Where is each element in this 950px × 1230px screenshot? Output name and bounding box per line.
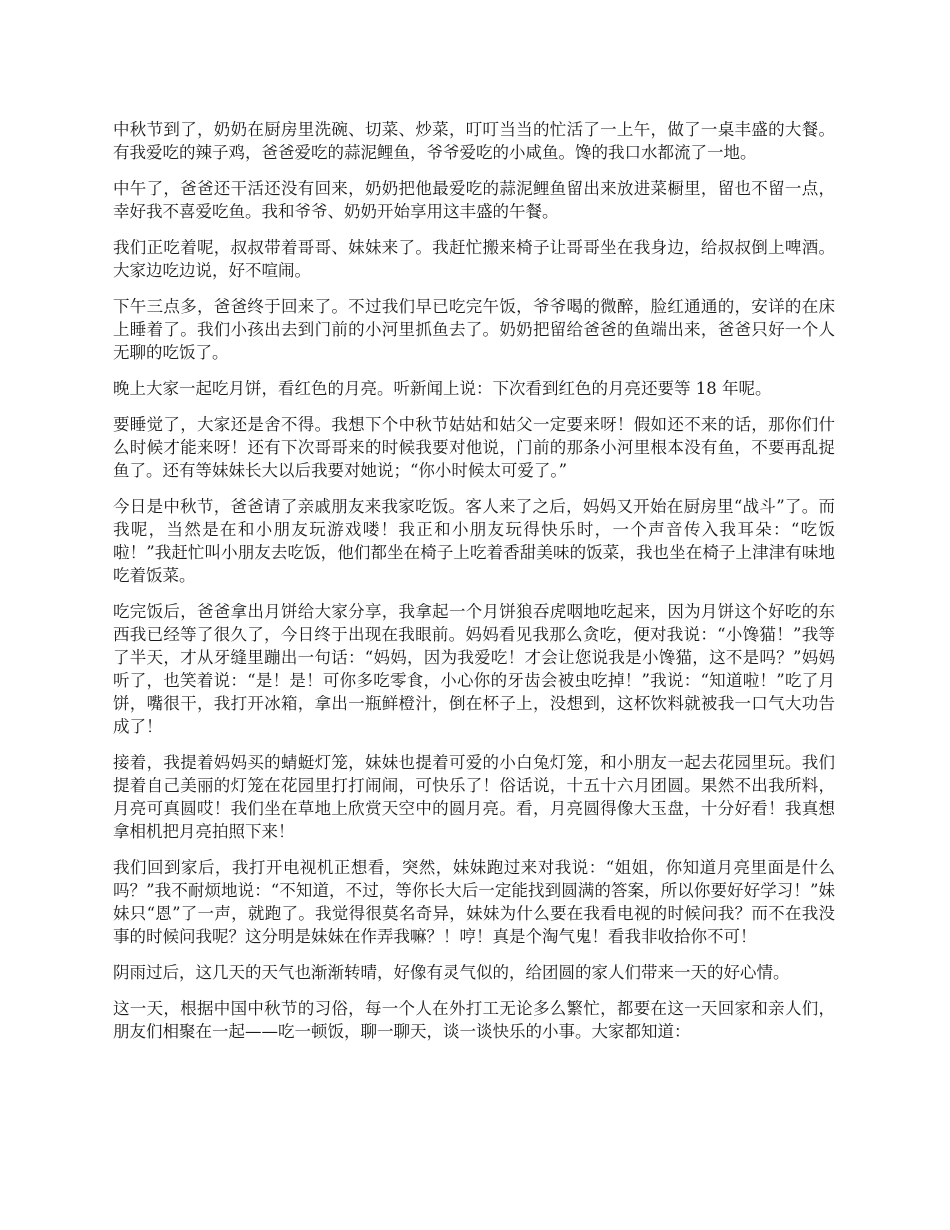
paragraph-7: 今日是中秋节，爸爸请了亲戚朋友来我家吃饭。客人来了之后，妈妈又开始在厨房里“战斗”了。而我呢，当然是在和小朋友玩游戏喽！我正和小朋友玩得快乐时，一个声音传入我耳朵：“吃饭啦！”我赶忙叫小朋友去吃饭，他们都坐在椅子上吃着香甜美味的饭菜，我也坐在椅子上津津有味地吃着饭菜。 — [113, 497, 835, 585]
paragraph-10: 我们回到家后，我打开电视机正想看，突然，妹妹跑过来对我说：“姐姐，你知道月亮里面是什么吗？”我不耐烦地说：“不知道，不过，等你长大后一定能找到圆满的答案，所以你要好好学习！”妹妹只“恩”了一声，就跑了。我觉得很莫名奇异，妹妹为什么要在我看电视的时候问我？而不在我没事的时候问我呢？这分明是妹妹在作弄我嘛？！哼！真是个淘气鬼！看我非收拾你不可！ — [113, 858, 835, 946]
paragraph-9: 接着，我提着妈妈买的蜻蜓灯笼，妹妹也提着可爱的小白兔灯笼，和小朋友一起去花园里玩。我们提着自己美丽的灯笼在花园里打打闹闹，可快乐了！俗话说，十五十六月团圆。果然不出我所料，月亮可真圆哎！我们坐在草地上欣赏天空中的圆月亮。看，月亮圆得像大玉盘，十分好看！我真想拿相机把月亮拍照下来！ — [113, 753, 835, 841]
paragraph-5: 晚上大家一起吃月饼，看红色的月亮。听新闻上说：下次看到红色的月亮还要等 18 年呢。 — [113, 379, 772, 398]
document-body — [113, 118, 835, 1056]
paragraph-3: 我们正吃着呢，叔叔带着哥哥、妹妹来了。我赶忙搬来椅子让哥哥坐在我身边，给叔叔倒上啤酒。大家边吃边说，好不喧闹。 — [113, 238, 835, 280]
paragraph-11: 阴雨过后，这几天的天气也渐渐转晴，好像有灵气似的，给团圆的家人们带来一天的好心情。 — [113, 963, 790, 982]
paragraph-12: 这一天，根据中国中秋节的习俗，每一个人在外打工无论多么繁忙，都要在这一天回家和亲人们，朋友们相聚在一起——吃一顿饭，聊一聊天，谈一谈快乐的小事。大家都知道： — [113, 999, 835, 1041]
paragraph-4: 下午三点多，爸爸终于回来了。不过我们早已吃完午饭，爷爷喝的微醉，脸红通通的，安详的在床上睡着了。我们小孩出去到门前的小河里抓鱼去了。奶奶把留给爸爸的鱼端出来，爸爸只好一个人无聊的吃饭了。 — [113, 297, 835, 362]
paragraph-8: 吃完饭后，爸爸拿出月饼给大家分享，我拿起一个月饼狼吞虎咽地吃起来，因为月饼这个好吃的东西我已经等了很久了，今日终于出现在我眼前。妈妈看见我那么贪吃，便对我说：“小馋猫！”我等了半天，才从牙缝里蹦出一句话：“妈妈，因为我爱吃！才会让您说我是小馋猫，这不是吗？”妈妈听了，也笑着说：“是！是！可你多吃零食，小心你的牙齿会被虫吃掉！”我说：“知道啦！”吃了月饼，嘴很干，我打开冰箱，拿出一瓶鲜橙汁，倒在杯子上，没想到，这杯饮料就被我一口气大功告成了！ — [113, 602, 835, 736]
paragraph-6: 要睡觉了，大家还是舍不得。我想下个中秋节姑姑和姑父一定要来呀！假如还不来的话，那你们什么时候才能来呀！还有下次哥哥来的时候我要对他说，门前的那条小河里根本没有鱼，不要再乱捉鱼了。还有等妹妹长大以后我要对她说；“你小时候太可爱了。” — [113, 415, 835, 480]
paragraph-2: 中午了，爸爸还干活还没有回来，奶奶把他最爱吃的蒜泥鲤鱼留出来放进菜橱里，留也不留一点，幸好我不喜爱吃鱼。我和爷爷、奶奶开始享用这丰盛的午餐。 — [113, 179, 835, 221]
paragraph-1: 中秋节到了，奶奶在厨房里洗碗、切菜、炒菜，叮叮当当的忙活了一上午，做了一桌丰盛的大餐。有我爱吃的辣子鸡，爸爸爱吃的蒜泥鲤鱼，爷爷爱吃的小咸鱼。馋的我口水都流了一地。 — [113, 120, 835, 162]
